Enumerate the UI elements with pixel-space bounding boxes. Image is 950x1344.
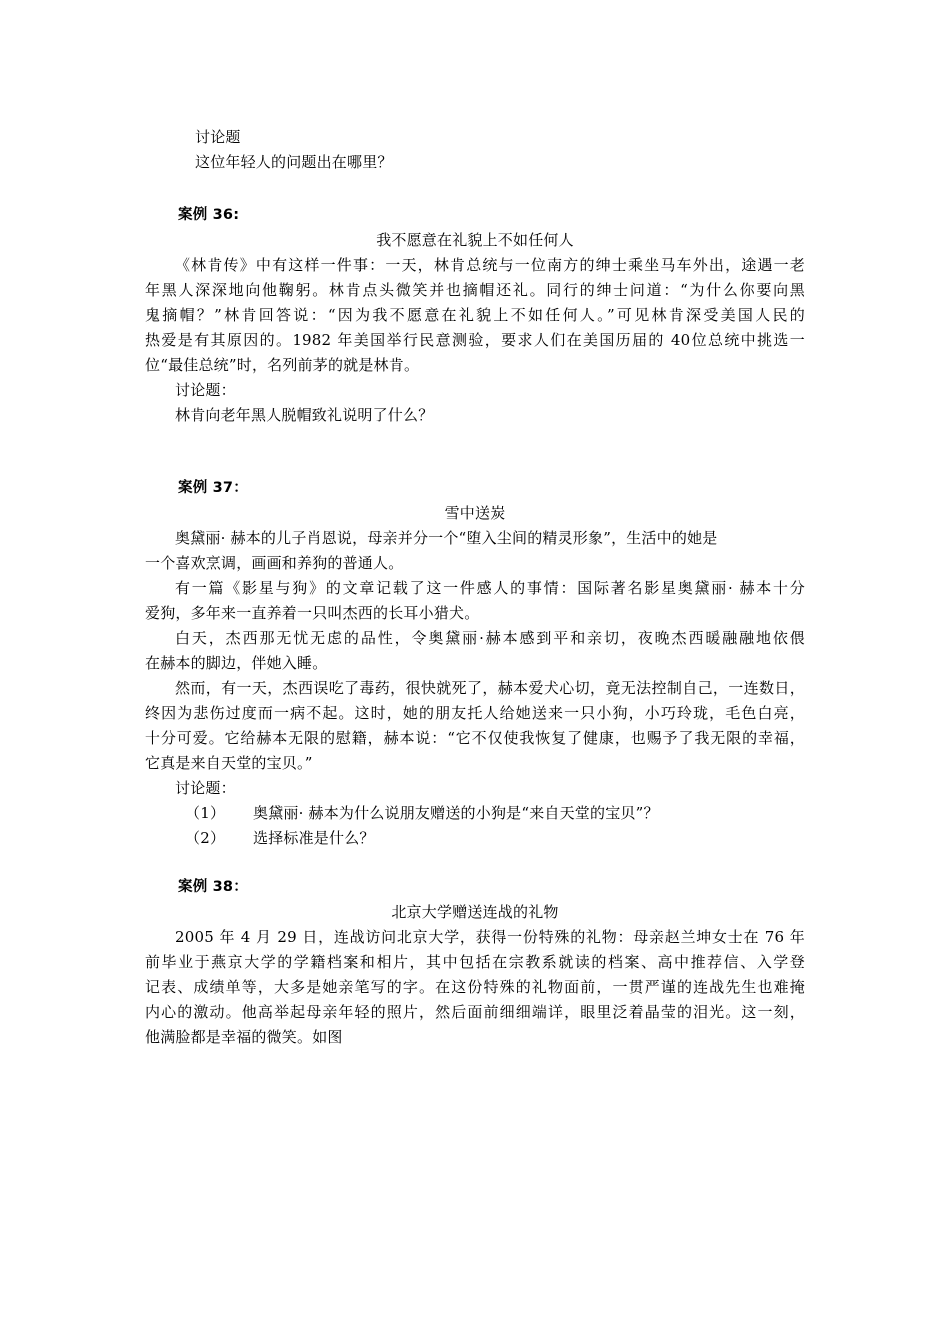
case-37-line: 然而，有一天，杰西误吃了毒药，很快就死了，赫本爱犬心切，竟无法控制自己，一连数日， — [175, 679, 805, 697]
case-36-line: 热爱是有其原因的。1982 年美国举行民意测验，要求人们在美国历届的 40位总统中挑选一 — [145, 331, 805, 349]
case-36-discussion-question: 林肯向老年黑人脱帽致礼说明了什么？ — [175, 406, 434, 424]
question-number: （1） — [185, 804, 226, 822]
discussion-question: 这位年轻人的问题出在哪里？ — [195, 153, 393, 171]
case-38-line: 他满脸都是幸福的微笑。如图 — [145, 1028, 343, 1046]
case-36-title: 我不愿意在礼貌上不如任何人 — [376, 231, 574, 249]
case-36-discussion-label: 讨论题： — [175, 381, 236, 399]
case-38-line: 2005 年 4 月 29 日，连战访问北京大学，获得一份特殊的礼物：母亲赵兰坤女士在 76 年 — [175, 928, 805, 946]
case-38-heading: 案例 38： — [178, 879, 248, 895]
case-37-line: 白天，杰西那无忧无虑的品性，令奥黛丽·赫本感到平和亲切，夜晚杰西暖融融地依偎 — [175, 629, 805, 647]
case-37-line: 十分可爱。它给赫本无限的慰籍，赫本说：“它不仅使我恢复了健康，也赐予了我无限的幸福， — [145, 729, 805, 747]
question-text: 奥黛丽· 赫本为什么说朋友赠送的小狗是“来自天堂的宝贝”？ — [253, 804, 659, 822]
case-36-heading: 案例 36: — [178, 207, 240, 223]
case-37-question — [185, 801, 815, 826]
case-37-line: 一个喜欢烹调，画画和养狗的普通人。 — [145, 554, 404, 572]
case-38-line: 内心的激动。他高举起母亲年轻的照片，然后面前细细端详，眼里泛着晶莹的泪光。这一刻， — [145, 1003, 805, 1021]
case-36-line: 年黑人深深地向他鞠躬。林肯点头微笑并也摘帽还礼。同行的绅士问道：“为什么你要向黑 — [145, 281, 805, 299]
case-37-discussion-label: 讨论题： — [175, 779, 236, 797]
question-text: 选择标准是什么？ — [253, 829, 375, 847]
case-36-line: 位“最佳总统”时，名列前茅的就是林肯。 — [145, 356, 420, 374]
case-37-heading: 案例 37： — [178, 480, 248, 496]
case-37-line: 奥黛丽· 赫本的儿子肖恩说，母亲并分一个“堕入尘间的精灵形象”，生活中的她是 — [175, 529, 718, 547]
case-37-line: 终因为悲伤过度而一病不起。这时，她的朋友托人给她送来一只小狗，小巧玲珑，毛色白亮， — [145, 704, 805, 722]
case-37-question — [185, 826, 815, 851]
case-36-line: 鬼摘帽？”林肯回答说：“因为我不愿意在礼貌上不如任何人。”可见林肯深受美国人民的 — [145, 306, 805, 324]
case-37-title: 雪中送炭 — [444, 504, 506, 522]
case-38-title: 北京大学赠送连战的礼物 — [391, 903, 559, 921]
case-38-line: 前毕业于燕京大学的学籍档案和相片，其中包括在宗教系就读的档案、高中推荐信、入学登 — [145, 953, 805, 971]
case-37-line: 它真是来自天堂的宝贝。” — [145, 754, 313, 772]
case-38-line: 记表、成绩单等，大多是她亲笔写的字。在这份特殊的礼物面前，一贯严谨的连战先生也难掩 — [145, 978, 805, 996]
case-37-line: 爱狗，多年来一直养着一只叫杰西的长耳小猎犬。 — [145, 604, 480, 622]
case-37-line: 在赫本的脚边，伴她入睡。 — [145, 654, 328, 672]
discussion-label: 讨论题 — [195, 128, 241, 146]
case-37-line: 有一篇《影星与狗》的文章记载了这一件感人的事情：国际著名影星奥黛丽· 赫本十分 — [175, 579, 805, 597]
case-36-line: 《林肯传》中有这样一件事：一天，林肯总统与一位南方的绅士乘坐马车外出，途遇一老 — [175, 256, 805, 274]
question-number: （2） — [185, 829, 226, 847]
